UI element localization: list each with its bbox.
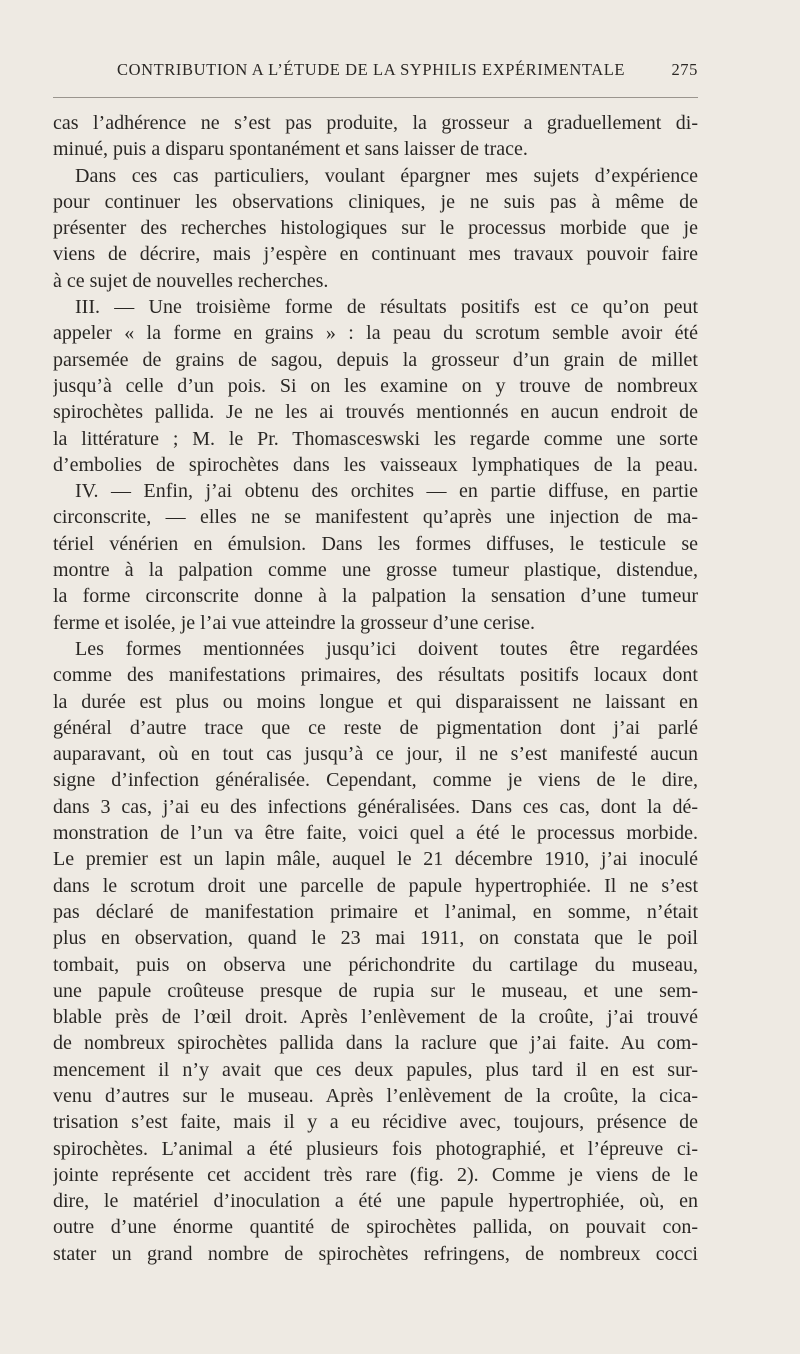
text-line: présenter des recherches histologiques sur le processus morbide que je	[53, 217, 698, 240]
text-line: auparavant, où en tout cas jusqu’à ce jour, il ne s’est manifesté aucun	[53, 743, 698, 766]
text-line: IV. — Enfin, j’ai obtenu des orchites — en partie diffuse, en partie	[75, 480, 698, 503]
text-line: d’embolies de spirochètes dans les vaisseaux lymphatiques de la peau.	[53, 453, 698, 476]
text-line: jusqu’à celle d’un pois. Si on les examine on y trouve de nombreux	[53, 374, 698, 397]
text-line: viens de décrire, mais j’espère en continuant mes travaux pouvoir faire	[53, 243, 698, 266]
text-line: tombait, puis on observa une périchondrite du cartilage du museau,	[53, 953, 698, 976]
text-line: III. — Une troisième forme de résultats positifs est ce qu’on peut	[75, 296, 698, 319]
text-line: Les formes mentionnées jusqu’ici doivent toutes être regardées	[75, 637, 698, 660]
text-line: comme des manifestations primaires, des résultats positifs locaux dont	[53, 664, 698, 687]
text-line: circonscrite, — elles ne se manifestent qu’après une injection de ma-	[53, 506, 698, 529]
text-line: Dans ces cas particuliers, voulant épargner mes sujets d’expérience	[75, 164, 698, 187]
text-line: stater un grand nombre de spirochètes refringens, de nombreux cocci	[53, 1242, 698, 1265]
text-line: appeler « la forme en grains » : la peau du scrotum semble avoir été	[53, 322, 698, 345]
text-line: Le premier est un lapin mâle, auquel le 21 décembre 1910, j’ai inoculé	[53, 848, 698, 871]
text-line: trisation s’est faite, mais il y a eu récidive avec, toujours, présence de	[53, 1111, 698, 1134]
text-line: pas déclaré de manifestation primaire et l’animal, en somme, n’était	[53, 900, 698, 923]
running-title: CONTRIBUTION A L’ÉTUDE DE LA SYPHILIS EXPÉRIMENTALE	[117, 60, 626, 79]
header-rule	[53, 97, 698, 98]
text-line: à ce sujet de nouvelles recherches.	[53, 269, 329, 292]
running-head	[53, 60, 698, 86]
text-line: minué, puis a disparu spontanément et sans laisser de trace.	[53, 138, 528, 161]
text-line: blable près de l’œil droit. Après l’enlèvement de la croûte, j’ai trouvé	[53, 1006, 698, 1029]
text-line: monstration de l’un va être faite, voici quel a été le processus morbide.	[53, 822, 698, 845]
text-line: parsemée de grains de sagou, depuis la grosseur d’un grain de millet	[53, 348, 698, 371]
text-line: la forme circonscrite donne à la palpation la sensation d’une tumeur	[53, 585, 698, 608]
text-line: pour continuer les observations cliniques, je ne suis pas à même de	[53, 190, 698, 213]
text-line: la durée est plus ou moins longue et qui disparaissent ne laissant en	[53, 690, 698, 713]
text-line: signe d’infection généralisée. Cependant, comme je viens de le dire,	[53, 769, 698, 792]
text-line: spirochètes pallida. Je ne les ai trouvés mentionnés en aucun endroit de	[53, 401, 698, 424]
text-line: venu d’autres sur le museau. Après l’enlèvement de la croûte, la cica-	[53, 1084, 698, 1107]
text-line: de nombreux spirochètes pallida dans la raclure que j’ai faite. Au com-	[53, 1032, 698, 1055]
page-number: 275	[671, 60, 698, 79]
text-line: ferme et isolée, je l’ai vue atteindre la grosseur d’une cerise.	[53, 611, 536, 634]
text-line: outre d’une énorme quantité de spirochètes pallida, on pouvait con-	[53, 1216, 698, 1239]
text-line: plus en observation, quand le 23 mai 1911, on constata que le poil	[53, 927, 698, 950]
text-line: mencement il n’y avait que ces deux papules, plus tard il en est sur-	[53, 1058, 698, 1081]
text-line: dans 3 cas, j’ai eu des infections généralisées. Dans ces cas, dont la dé-	[53, 795, 698, 818]
text-line: cas l’adhérence ne s’est pas produite, la grosseur a graduellement di-	[53, 112, 698, 134]
text-line: dans le scrotum droit une parcelle de papule hypertrophiée. Il ne s’est	[53, 874, 698, 897]
text-line: la littérature ; M. le Pr. Thomasceswski les regarde comme une sorte	[53, 427, 698, 450]
text-line: montre à la palpation comme une grosse tumeur plastique, distendue,	[53, 559, 698, 582]
text-line: spirochètes. L’animal a été plusieurs fois photographié, et l’épreuve ci-	[53, 1137, 698, 1160]
text-line: une papule croûteuse presque de rupia sur le museau, et une sem-	[53, 979, 698, 1002]
text-line: dire, le matériel d’inoculation a été une papule hypertrophiée, où, en	[53, 1190, 698, 1213]
body-text	[53, 110, 698, 1267]
text-line: tériel vénérien en émulsion. Dans les formes diffuses, le testicule se	[53, 532, 698, 555]
text-line: général d’autre trace que ce reste de pigmentation dont j’ai parlé	[53, 716, 698, 739]
text-line: jointe représente cet accident très rare (fig. 2). Comme je viens de le	[53, 1163, 698, 1186]
